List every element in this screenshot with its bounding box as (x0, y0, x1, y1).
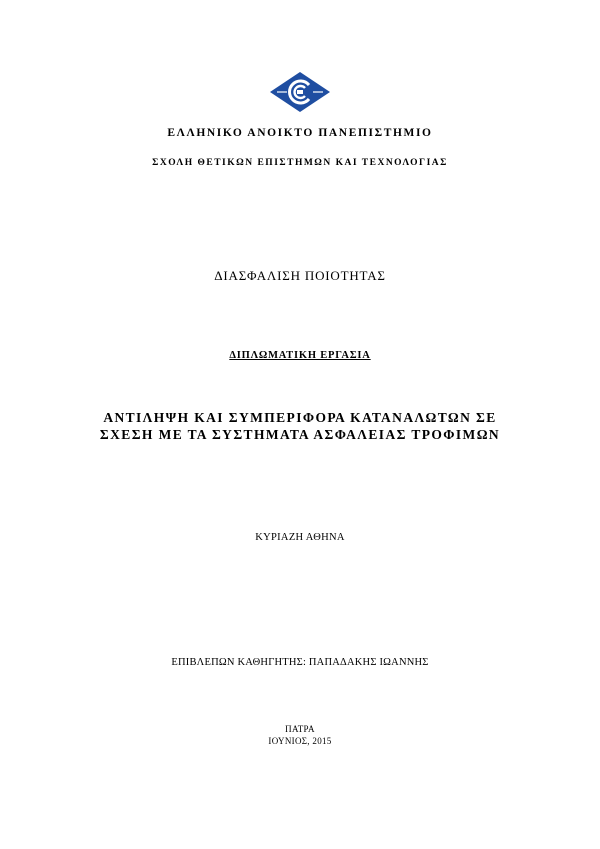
author-name: ΚΥΡΙΑΖΗ ΑΘΗΝΑ (255, 532, 345, 543)
thesis-label (0, 350, 600, 361)
school-name: ΣΧΟΛΗ ΘΕΤΙΚΩΝ ΕΠΙΣΤΗΜΩΝ ΚΑΙ ΤΕΧΝΟΛΟΓΙΑΣ (152, 158, 448, 168)
thesis-label-text: ΔΙΠΛΩΜΑΤΙΚΗ ΕΡΓΑΣΙΑ (229, 350, 371, 361)
date: ΙΟΥΝΙΟΣ, 2015 (268, 736, 332, 746)
thesis-title-line-2: ΣΧΕΣΗ ΜΕ ΤΑ ΣΥΣΤΗΜΑΤΑ ΑΣΦΑΛΕΙΑΣ ΤΡΟΦΙΜΩΝ (99, 427, 501, 442)
thesis-title (0, 409, 600, 443)
thesis-title-line-1: ΑΝΤΙΛΗΨΗ ΚΑΙ ΣΥΜΠΕΡΙΦΟΡΑ ΚΑΤΑΝΑΛΩΤΩΝ ΣΕ (103, 410, 497, 425)
place: ΠΑΤΡΑ (285, 724, 315, 734)
university-logo-icon (269, 71, 331, 113)
supervisor-line: ΕΠΙΒΛΕΠΩΝ ΚΑΘΗΓΗΤΗΣ: ΠΑΠΑΔΑΚΗΣ ΙΩΑΝΝΗΣ (171, 657, 429, 668)
university-name: ΕΛΛΗΝΙΚΟ ΑΝΟΙΚΤΟ ΠΑΝΕΠΙΣΤΗΜΙΟ (167, 127, 433, 139)
program-name: ΔΙΑΣΦΑΛΙΣΗ ΠΟΙΟΤΗΤΑΣ (214, 268, 386, 283)
